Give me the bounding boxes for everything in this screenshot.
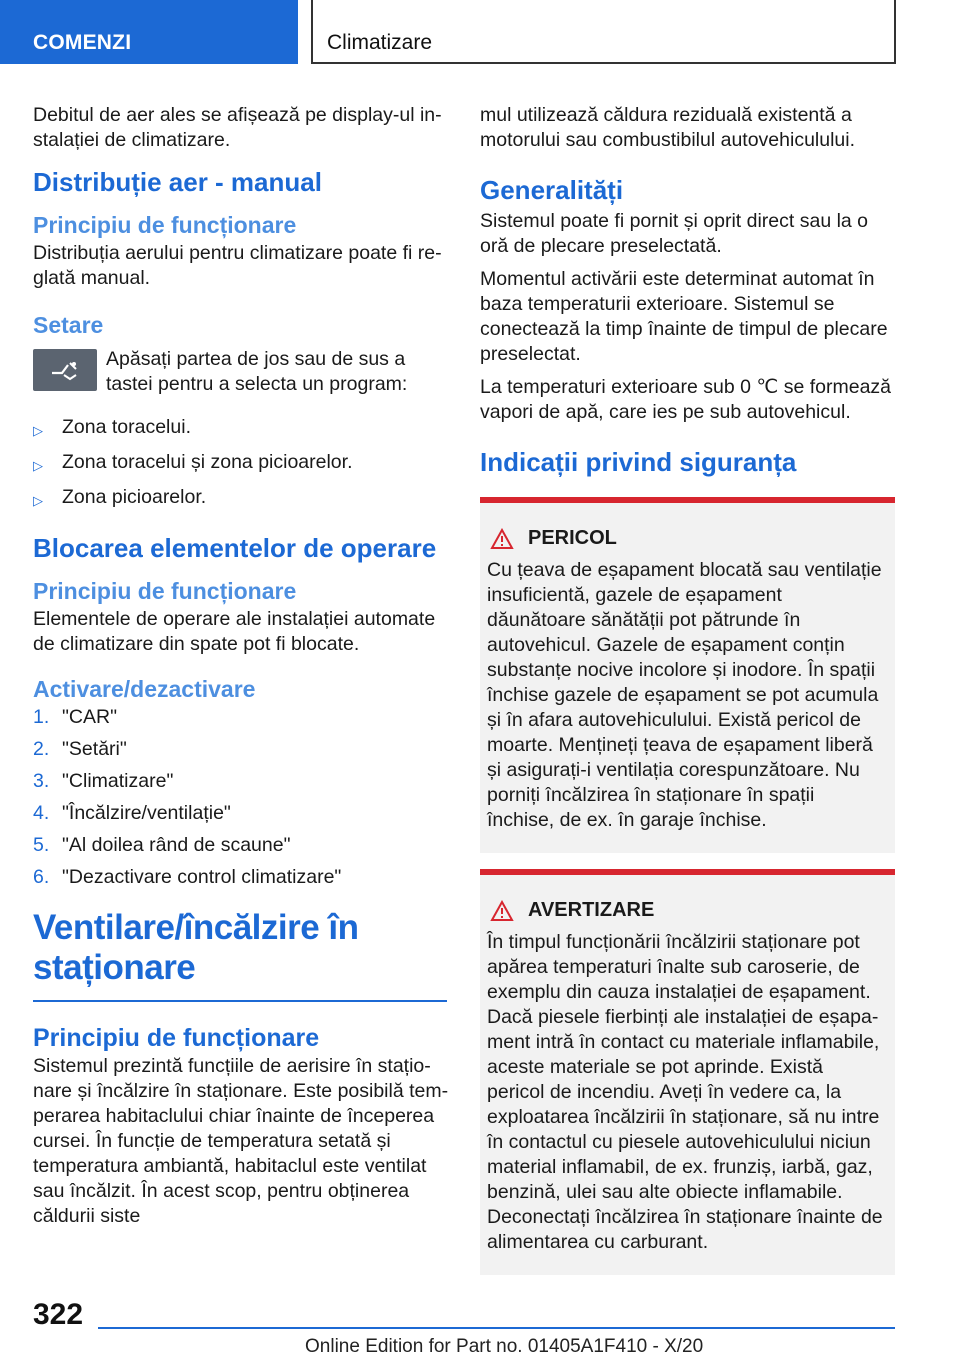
triangle-bullet-icon: ▷: [33, 493, 43, 508]
warning-triangle-icon: [490, 528, 514, 550]
heading-indicatii: Indicații privind siguranța: [480, 447, 797, 477]
triangle-bullet-icon: ▷: [33, 458, 43, 473]
page-number: 322: [33, 1298, 84, 1331]
heading-activare: Activare/dezactivare: [33, 676, 256, 702]
list-item: 1. "CAR": [33, 706, 118, 728]
list-item: 6. "Dezactivare control climatizare": [33, 866, 342, 888]
paragraph-principiu-1: Distribuția aerului pentru climatizare poate fi reglată manual.: [33, 242, 442, 289]
heading-setare: Setare: [33, 312, 104, 338]
activation-steps: [33, 705, 449, 890]
heading-principiu-2: Principiu de funcționare: [33, 578, 297, 604]
triangle-bullet-icon: ▷: [33, 423, 43, 438]
list-item: 2. "Setări": [33, 738, 127, 760]
paragraph-principiu-3: Sistemul prezintă funcțiile de aerisire în staționare și încălzire în staționare. Este posibilă temperarea habitaclului chiar înainte de începerea cursei. În funcție de temperatura setată și temperatura ambiantă, habitaclul este ventilat sau încălzit. În acest scop, pentru obținerea căldurii siste: [33, 1055, 449, 1227]
paragraph-principiu-2: Elementele de operare ale instalației automate de climatizare din spate pot fi blocate.: [33, 608, 436, 655]
warning-box: [480, 869, 895, 1275]
section-divider: [33, 1000, 447, 1002]
footer-edition: Online Edition for Part no. 01405A1F410 - X/20: [305, 1336, 704, 1357]
list-item: 3. "Climatizare": [33, 770, 174, 792]
list-item: ▷ Zona toracelui.: [33, 415, 449, 443]
list-item: 5. "Al doilea rând de scaune": [33, 834, 291, 856]
heading-principiu-3: Principiu de funcționare: [33, 1024, 320, 1052]
heading-ventilare: Ventilare/încălzire în staționare: [33, 908, 359, 987]
setare-text: Apăsați partea de jos sau de sus a tastei pentru a selecta un program:: [106, 348, 408, 395]
air-distribution-button-icon: [33, 349, 97, 391]
danger-title: PERICOL: [487, 527, 885, 550]
warning-title: AVERTIZARE: [487, 899, 885, 922]
heading-generalitati: Generalități: [480, 175, 624, 205]
continued-paragraph: mul utilizează căldura reziduală existentă a motorului sau combustibilul autovehiculului.: [480, 104, 856, 151]
list-item: ▷ Zona toracelui și zona picioarelor.: [33, 450, 449, 478]
heading-distributie: Distribuție aer - manual: [33, 167, 322, 197]
paragraph-gen-1: Sistemul poate fi pornit și oprit direct sau la o oră de plecare preselectată.: [480, 210, 869, 257]
left-column: [33, 103, 449, 1237]
setare-instruction: [33, 347, 449, 397]
header-section-tab: COMENZI: [0, 0, 298, 64]
right-column: [480, 103, 896, 1291]
danger-box: [480, 497, 895, 853]
warning-text: În timpul funcționării încălzirii staționare pot apărea temperaturi înalte sub caroserie, de exemplu din cauza instalației de eșapament. Dacă piesele fierbinți ale instalației de eșapament intră în contact cu materiale inflamabile, aceste materiale se pot aprinde. Există pericol de incendiu. Aveți în vedere ca, la exploatarea încălzirii în staționare, să nu intre în contactul cu piesele autovehiculului niciun material inflamabil, de ex. frunziș, iarbă, gaz, benzină, ulei sau alte obiecte inflamabile. Deconectați încălzirea în staționare înainte de alimentarea cu carburant.: [487, 931, 883, 1253]
heading-blocarea: Blocarea elementelor de operare: [33, 533, 437, 563]
heading-principiu-1: Principiu de funcționare: [33, 212, 297, 238]
paragraph-gen-3: La temperaturi exterioare sub 0 ℃ se formează vapori de apă, care ies pe sub autovehicul.: [480, 376, 892, 423]
footer-divider: [98, 1327, 895, 1329]
list-item: 4. "Încălzire/ventilație": [33, 802, 231, 824]
list-item: ▷ Zona picioarelor.: [33, 485, 449, 513]
danger-text: Cu țeava de eșapament blocată sau ventilație insuficientă, gazele de eșapament dăunătoare sănătății pot pătrunde în autovehicul. Gazele de eșapament conțin substanțe nocive incolore și inodore. În spații închise gazele de eșapament se pot acumula și în afara autovehiculului. Există pericol de moarte. Mențineți țeava de eșapament liberă și asigurați-i ventilația corespunzătoare. Nu porniți încălzirea în staționare în spații închise, de ex. în garaje închise.: [487, 559, 882, 831]
intro-paragraph: Debitul de aer ales se afișează pe display-ul instalației de climatizare.: [33, 104, 442, 151]
paragraph-gen-2: Momentul activării este determinat automat în baza temperaturii exterioare. Sistemul se conectează la timp înainte de timpul de plecare preselectat.: [480, 268, 888, 365]
program-list: [33, 415, 449, 513]
warning-triangle-icon: [490, 900, 514, 922]
header-chapter-title: Climatizare: [311, 0, 896, 64]
